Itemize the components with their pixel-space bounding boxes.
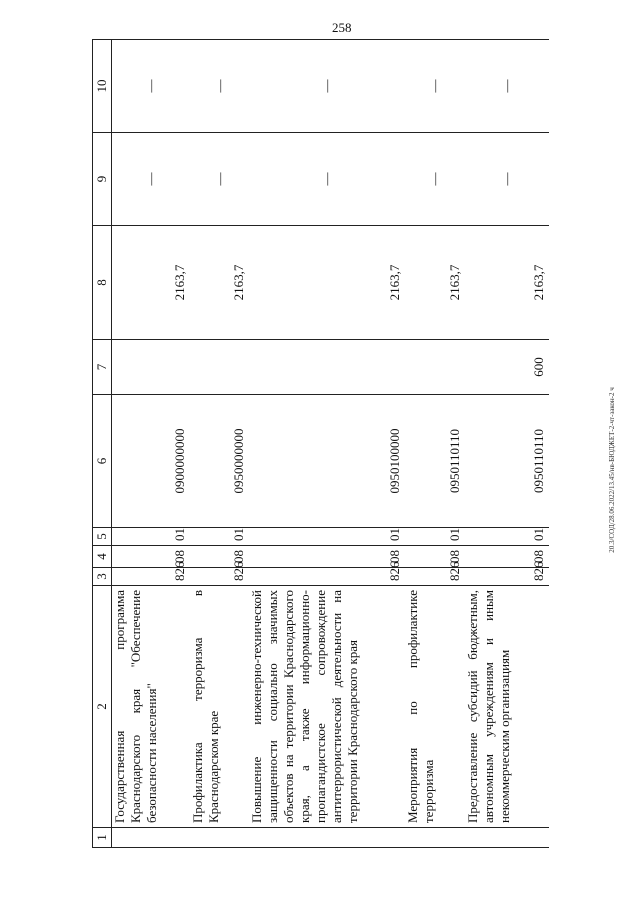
- cell-col-10: —: [465, 40, 549, 133]
- header-col-3: 3: [93, 568, 112, 586]
- cell-section: 08: [112, 546, 191, 568]
- header-col-8: 8: [93, 226, 112, 340]
- cell-expense-type: [405, 340, 465, 395]
- cell-target-article: 0950100000: [249, 395, 405, 528]
- cell-description: Повышение инженерно-технической защищенности социально значимых объектов на территории Краснодарского края, а также информационно-пропагандистское сопровождение антитеррористической деятельности на территории Краснодарского края: [249, 586, 405, 828]
- cell-col-10: —: [405, 40, 465, 133]
- header-col-2: 2: [93, 586, 112, 828]
- table-row: [249, 40, 405, 848]
- header-col-6: 6: [93, 395, 112, 528]
- cell-col-9: —: [465, 133, 549, 226]
- cell-col-10: —: [190, 40, 249, 133]
- table-row: [112, 40, 191, 848]
- cell-index: [465, 828, 549, 848]
- cell-subsection: 01: [112, 528, 191, 546]
- cell-col-9: —: [249, 133, 405, 226]
- cell-subsection: 01: [249, 528, 405, 546]
- header-row: [93, 40, 112, 848]
- budget-table-wrapper: [92, 40, 546, 848]
- cell-subsection: 01: [465, 528, 549, 546]
- cell-section: 08: [465, 546, 549, 568]
- cell-expense-type: [249, 340, 405, 395]
- page-number: 258: [332, 20, 352, 35]
- cell-col-9: —: [405, 133, 465, 226]
- cell-expense-type: [190, 340, 249, 395]
- cell-description: Мероприятия по профилактике терроризма: [405, 586, 465, 828]
- cell-subsection: 01: [190, 528, 249, 546]
- cell-subsection: 01: [405, 528, 465, 546]
- header-col-5: 5: [93, 528, 112, 546]
- header-col-7: 7: [93, 340, 112, 395]
- table-row: [465, 40, 549, 848]
- cell-amount: 2163,7: [190, 226, 249, 340]
- table-row: [190, 40, 249, 848]
- cell-amount: 2163,7: [249, 226, 405, 340]
- cell-col-9: —: [190, 133, 249, 226]
- header-col-1: 1: [93, 828, 112, 848]
- cell-expense-type: 600: [465, 340, 549, 395]
- header-col-9: 9: [93, 133, 112, 226]
- cell-col-9: —: [112, 133, 191, 226]
- rotated-table-frame: [92, 40, 546, 848]
- cell-target-article: 0950110110: [465, 395, 549, 528]
- cell-amount: 2163,7: [405, 226, 465, 340]
- cell-ministry-code: 826: [249, 568, 405, 586]
- side-stamp-text: 20.3/СОД/28.06.2022/13.45/нв-БЮДЖЕТ-2-чт-закон-2 ч: [608, 387, 616, 553]
- cell-target-article: 0950110110: [405, 395, 465, 528]
- cell-col-10: —: [112, 40, 191, 133]
- cell-description: Предоставление субсидий бюджетным, автономным учреждениям и иным некоммерческим организациям: [465, 586, 549, 828]
- cell-index: [190, 828, 249, 848]
- cell-expense-type: [112, 340, 191, 395]
- cell-ministry-code: 826: [112, 568, 191, 586]
- table-row: [405, 40, 465, 848]
- cell-ministry-code: 826: [190, 568, 249, 586]
- cell-index: [112, 828, 191, 848]
- cell-section: 08: [249, 546, 405, 568]
- header-col-10: 10: [93, 40, 112, 133]
- budget-table: [92, 39, 549, 848]
- cell-index: [405, 828, 465, 848]
- cell-amount: 2163,7: [465, 226, 549, 340]
- cell-description: Государственная программа Краснодарского края "Обеспечение безопасности населения": [112, 586, 191, 828]
- cell-target-article: 0900000000: [112, 395, 191, 528]
- cell-amount: 2163,7: [112, 226, 191, 340]
- cell-target-article: 0950000000: [190, 395, 249, 528]
- cell-description: Профилактика терроризма в Краснодарском крае: [190, 586, 249, 828]
- cell-ministry-code: 826: [405, 568, 465, 586]
- cell-ministry-code: 826: [465, 568, 549, 586]
- header-col-4: 4: [93, 546, 112, 568]
- cell-section: 08: [190, 546, 249, 568]
- cell-section: 08: [405, 546, 465, 568]
- cell-col-10: —: [249, 40, 405, 133]
- cell-index: [249, 828, 405, 848]
